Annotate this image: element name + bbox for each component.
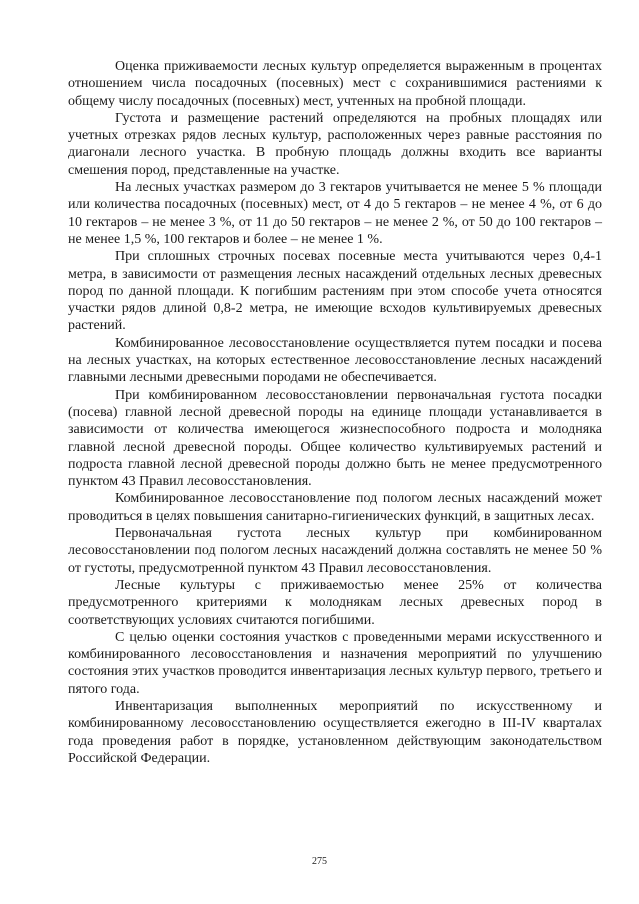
paragraph: Лесные культуры с приживаемостью менее 25% от количества предусмотренного критериями к молоднякам лесных древесных пород в соответствующих условиях считаются погибшими. bbox=[68, 577, 602, 628]
paragraph: Оценка приживаемости лесных культур определяется выраженным в процентах отношением числа посадочных (посевных) мест с сохранившимися растениями к общему числу посадочных (посевных) мест, учтенных на пробной площади. bbox=[68, 59, 602, 109]
paragraph: Густота и размещение растений определяются на пробных площадях или учетных отрезках рядов лесных культур, расположенных через равные расстояния по диагонали лесного участка. В пробную площадь должны входить все варианты смешения пород, представленные на участке. bbox=[68, 110, 602, 178]
paragraph: Инвентаризация выполненных мероприятий по искусственному и комбинированному лесовосстановлению осуществляется ежегодно в III-IV кварталах года проведения работ в порядке, установленном действующим законодательством Российской Федерации. bbox=[68, 698, 602, 766]
page-number: 275 bbox=[312, 856, 327, 867]
paragraph: Комбинированное лесовосстановление осуществляется путем посадки и посева на лесных участках, на которых естественное лесовосстановление лесных насаждений главными лесными древесными породами не обеспечивается. bbox=[68, 335, 602, 386]
document-body bbox=[68, 58, 602, 767]
paragraph: С целью оценки состояния участков с проведенными мерами искусственного и комбинированного лесовосстановления и назначения мероприятий по улучшению состояния этих участков проводится инвентаризация лесных культур первого, третьего и пятого года. bbox=[68, 629, 602, 697]
paragraph: Комбинированное лесовосстановление под пологом лесных насаждений может проводиться в целях повышения санитарно-гигиенических функций, в защитных лесах. bbox=[68, 491, 602, 524]
paragraph: При комбинированном лесовосстановлении первоначальная густота посадки (посева) главной лесной древесной породы на единице площади устанавливается в зависимости от количества имеющегося жизнеспособного подроста и молодняка главной лесной древесной породы. Общее количество культивируемых растений и подроста главной лесной древесной породы должно быть не менее предусмотренного пунктом 43 Правил лесовосстановления. bbox=[68, 387, 602, 490]
paragraph: Первоначальная густота лесных культур при комбинированном лесовосстановлении под пологом лесных насаждений должна составлять не менее 50 % от густоты, предусмотренной пунктом 43 Правил лесовосстановления. bbox=[68, 526, 602, 576]
paragraph: При сплошных строчных посевах посевные места учитываются через 0,4-1 метра, в зависимости от размещения лесных насаждений отдельных лесных древесных пород по данной площади. К погибшим растениям при этом способе учета относятся участки рядов длиной 0,8-2 метра, не имеющие всходов культивируемых древесных растений. bbox=[68, 249, 602, 334]
paragraph: На лесных участках размером до 3 гектаров учитывается не менее 5 % площади или количества посадочных (посевных) мест, от 4 до 5 гектаров – не менее 4 %, от 6 до 10 гектаров – не менее 3 %, от 11 до 50 гектаров – не менее 2 %, от 50 до 100 гектаров – не менее 1,5 %, 100 гектаров и более – не менее 1 %. bbox=[68, 180, 602, 247]
